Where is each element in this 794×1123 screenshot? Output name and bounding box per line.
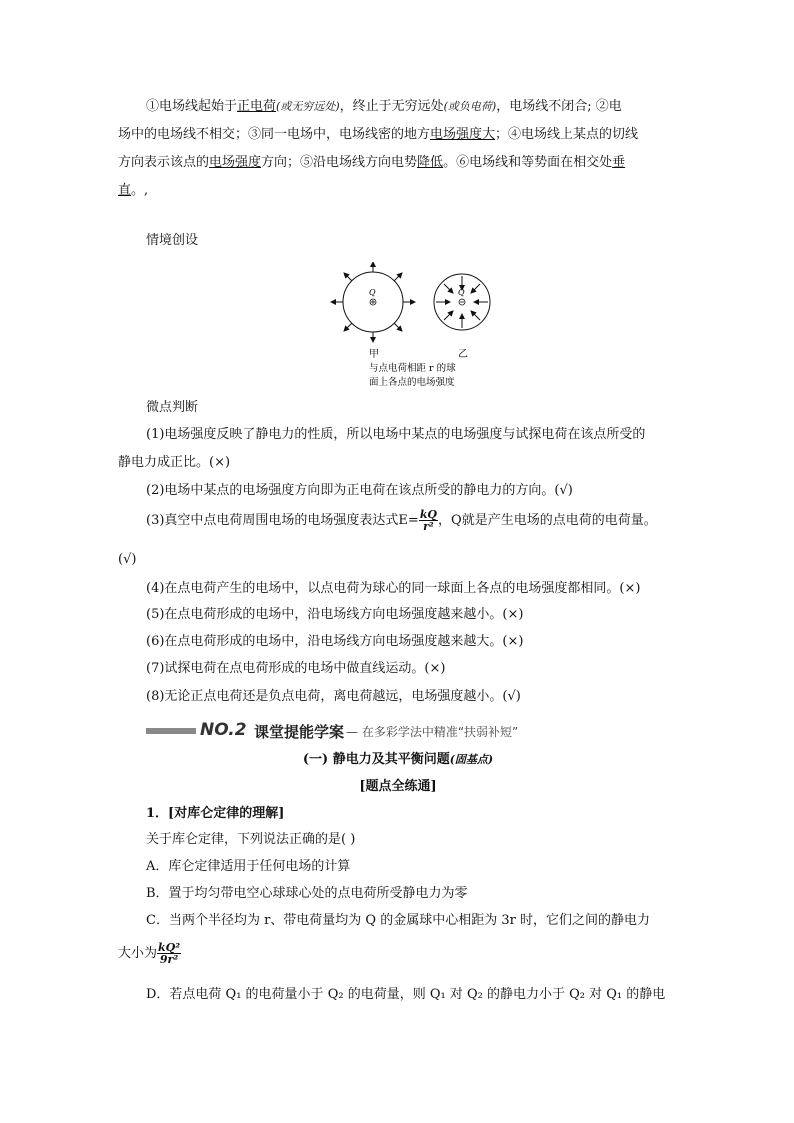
text: ，Q就是产生电场的点电荷的电荷量。 bbox=[438, 513, 657, 528]
text: (3)真空中点电荷周围电场的电场强度表达式E= bbox=[146, 513, 419, 528]
judge-item-1-cont: 静电力成正比。(×) bbox=[118, 455, 231, 470]
charge-label: Q bbox=[458, 288, 465, 297]
judge-item-8: (8)无论正点电荷还是负点电荷，离电荷越远，电场强度越小。(√) bbox=[146, 689, 521, 704]
figure-caption-line-1: 与点电荷相距 r 的球 bbox=[369, 363, 456, 374]
figure-caption-line-2: 面上各点的电场强度 bbox=[369, 377, 455, 388]
judge-item-3-cont: (√) bbox=[118, 552, 137, 567]
text: 。⑥电场线和等势面在相交处 bbox=[443, 155, 613, 170]
text: 。, bbox=[131, 183, 149, 198]
formula-fraction bbox=[157, 942, 181, 965]
text: (或负电荷) bbox=[443, 100, 497, 113]
section-banner bbox=[146, 720, 706, 742]
answer-underline: 直 bbox=[118, 183, 132, 198]
section-title bbox=[118, 751, 678, 768]
point-charge-field-figure bbox=[318, 262, 498, 392]
judge-item-2: (2)电场中某点的电场强度方向即为正电荷在该点所受的静电力的方向。(√) bbox=[146, 483, 573, 498]
answer-underline: 电场强度 bbox=[209, 155, 262, 170]
text: 场中的电场线不相交；③同一电场中，电场线密的地方 bbox=[118, 127, 431, 142]
banner-subtitle: — 在多彩学法中精准“扶弱补短” bbox=[346, 725, 519, 739]
banner-number: NO.2 bbox=[200, 720, 247, 740]
option-d: D．若点电荷 Q₁ 的电荷量小于 Q₂ 的电荷量，则 Q₁ 对 Q₂ 的静电力小于 Q₂ 对 Q₁ 的静电 bbox=[146, 987, 666, 1002]
judge-heading: 微点判断 bbox=[146, 400, 199, 415]
text: ①电场线起始于 bbox=[146, 99, 238, 114]
text: ，终止于无穷远处 bbox=[339, 99, 444, 114]
answer-underline: 正电荷 bbox=[237, 99, 277, 114]
text: ，电场线不闭合; ②电 bbox=[496, 99, 622, 114]
text: (固基点) bbox=[449, 753, 494, 766]
figure-label-jia: 甲 bbox=[369, 349, 379, 360]
text: ；④电场线上某点的切线 bbox=[495, 127, 639, 142]
question-stem: 关于库仑定律，下列说法正确的是( ) bbox=[146, 832, 356, 847]
intro-line-2 bbox=[118, 126, 678, 143]
judge-item-7: (7)试探电荷在点电荷形成的电场中做直线运动。(×) bbox=[146, 661, 446, 676]
intro-line-4 bbox=[118, 182, 678, 199]
answer-underline: 垂 bbox=[612, 155, 626, 170]
positive-charge-diagram bbox=[331, 262, 415, 342]
judge-item-1: (1)电场强度反映了静电力的性质，所以电场中某点的电场强度与试探电荷在该点所受的 bbox=[146, 427, 646, 442]
negative-charge-diagram bbox=[434, 274, 490, 330]
formula-fraction bbox=[419, 509, 438, 532]
section-subtitle: [题点全练通] bbox=[359, 779, 437, 794]
answer-underline: 降低 bbox=[417, 155, 444, 170]
fraction-numerator: kQ bbox=[419, 508, 438, 521]
intro-line-3 bbox=[118, 154, 678, 171]
judge-item-6: (6)在点电荷形成的电场中，沿电场线方向电场强度越来越大。(×) bbox=[146, 634, 524, 649]
figure-label-yi: 乙 bbox=[458, 349, 468, 360]
judge-item-3 bbox=[146, 509, 706, 532]
answer-underline: 电场强度大 bbox=[430, 127, 496, 142]
fraction-denominator: 9r² bbox=[159, 953, 179, 966]
fraction-numerator: kQ² bbox=[158, 941, 181, 954]
option-a: A．库仑定律适用于任何电场的计算 bbox=[146, 859, 351, 874]
charge-label: Q bbox=[369, 288, 376, 297]
text: 方向；⑤沿电场线方向电势 bbox=[261, 155, 418, 170]
option-c: C．当两个半径均为 r、带电荷量均为 Q 的金属球中心相距为 3r 时，它们之间的静电力 bbox=[146, 913, 650, 928]
fraction-denominator: r² bbox=[423, 520, 434, 533]
text: (一) 静电力及其平衡问题 bbox=[302, 752, 450, 767]
option-b: B．置于均匀带电空心球球心处的点电荷所受静电力为零 bbox=[146, 886, 468, 901]
banner-bar bbox=[146, 728, 196, 734]
option-c-cont bbox=[118, 942, 678, 965]
text: 大小为 bbox=[118, 946, 158, 961]
judge-item-5: (5)在点电荷形成的电场中，沿电场线方向电场强度越来越小。(×) bbox=[146, 607, 524, 622]
question-number: 1．[对库仑定律的理解] bbox=[146, 806, 285, 821]
intro-line-1 bbox=[146, 98, 706, 115]
text: 方向表示该点的 bbox=[118, 155, 210, 170]
banner-title: 课堂提能学案 bbox=[254, 723, 345, 741]
judge-item-4: (4)在点电荷产生的电场中，以点电荷为球心的同一球面上各点的电场强度都相同。(×) bbox=[146, 581, 641, 596]
text: (或无穷远处) bbox=[276, 100, 340, 113]
scenario-heading: 情境创设 bbox=[146, 233, 199, 248]
